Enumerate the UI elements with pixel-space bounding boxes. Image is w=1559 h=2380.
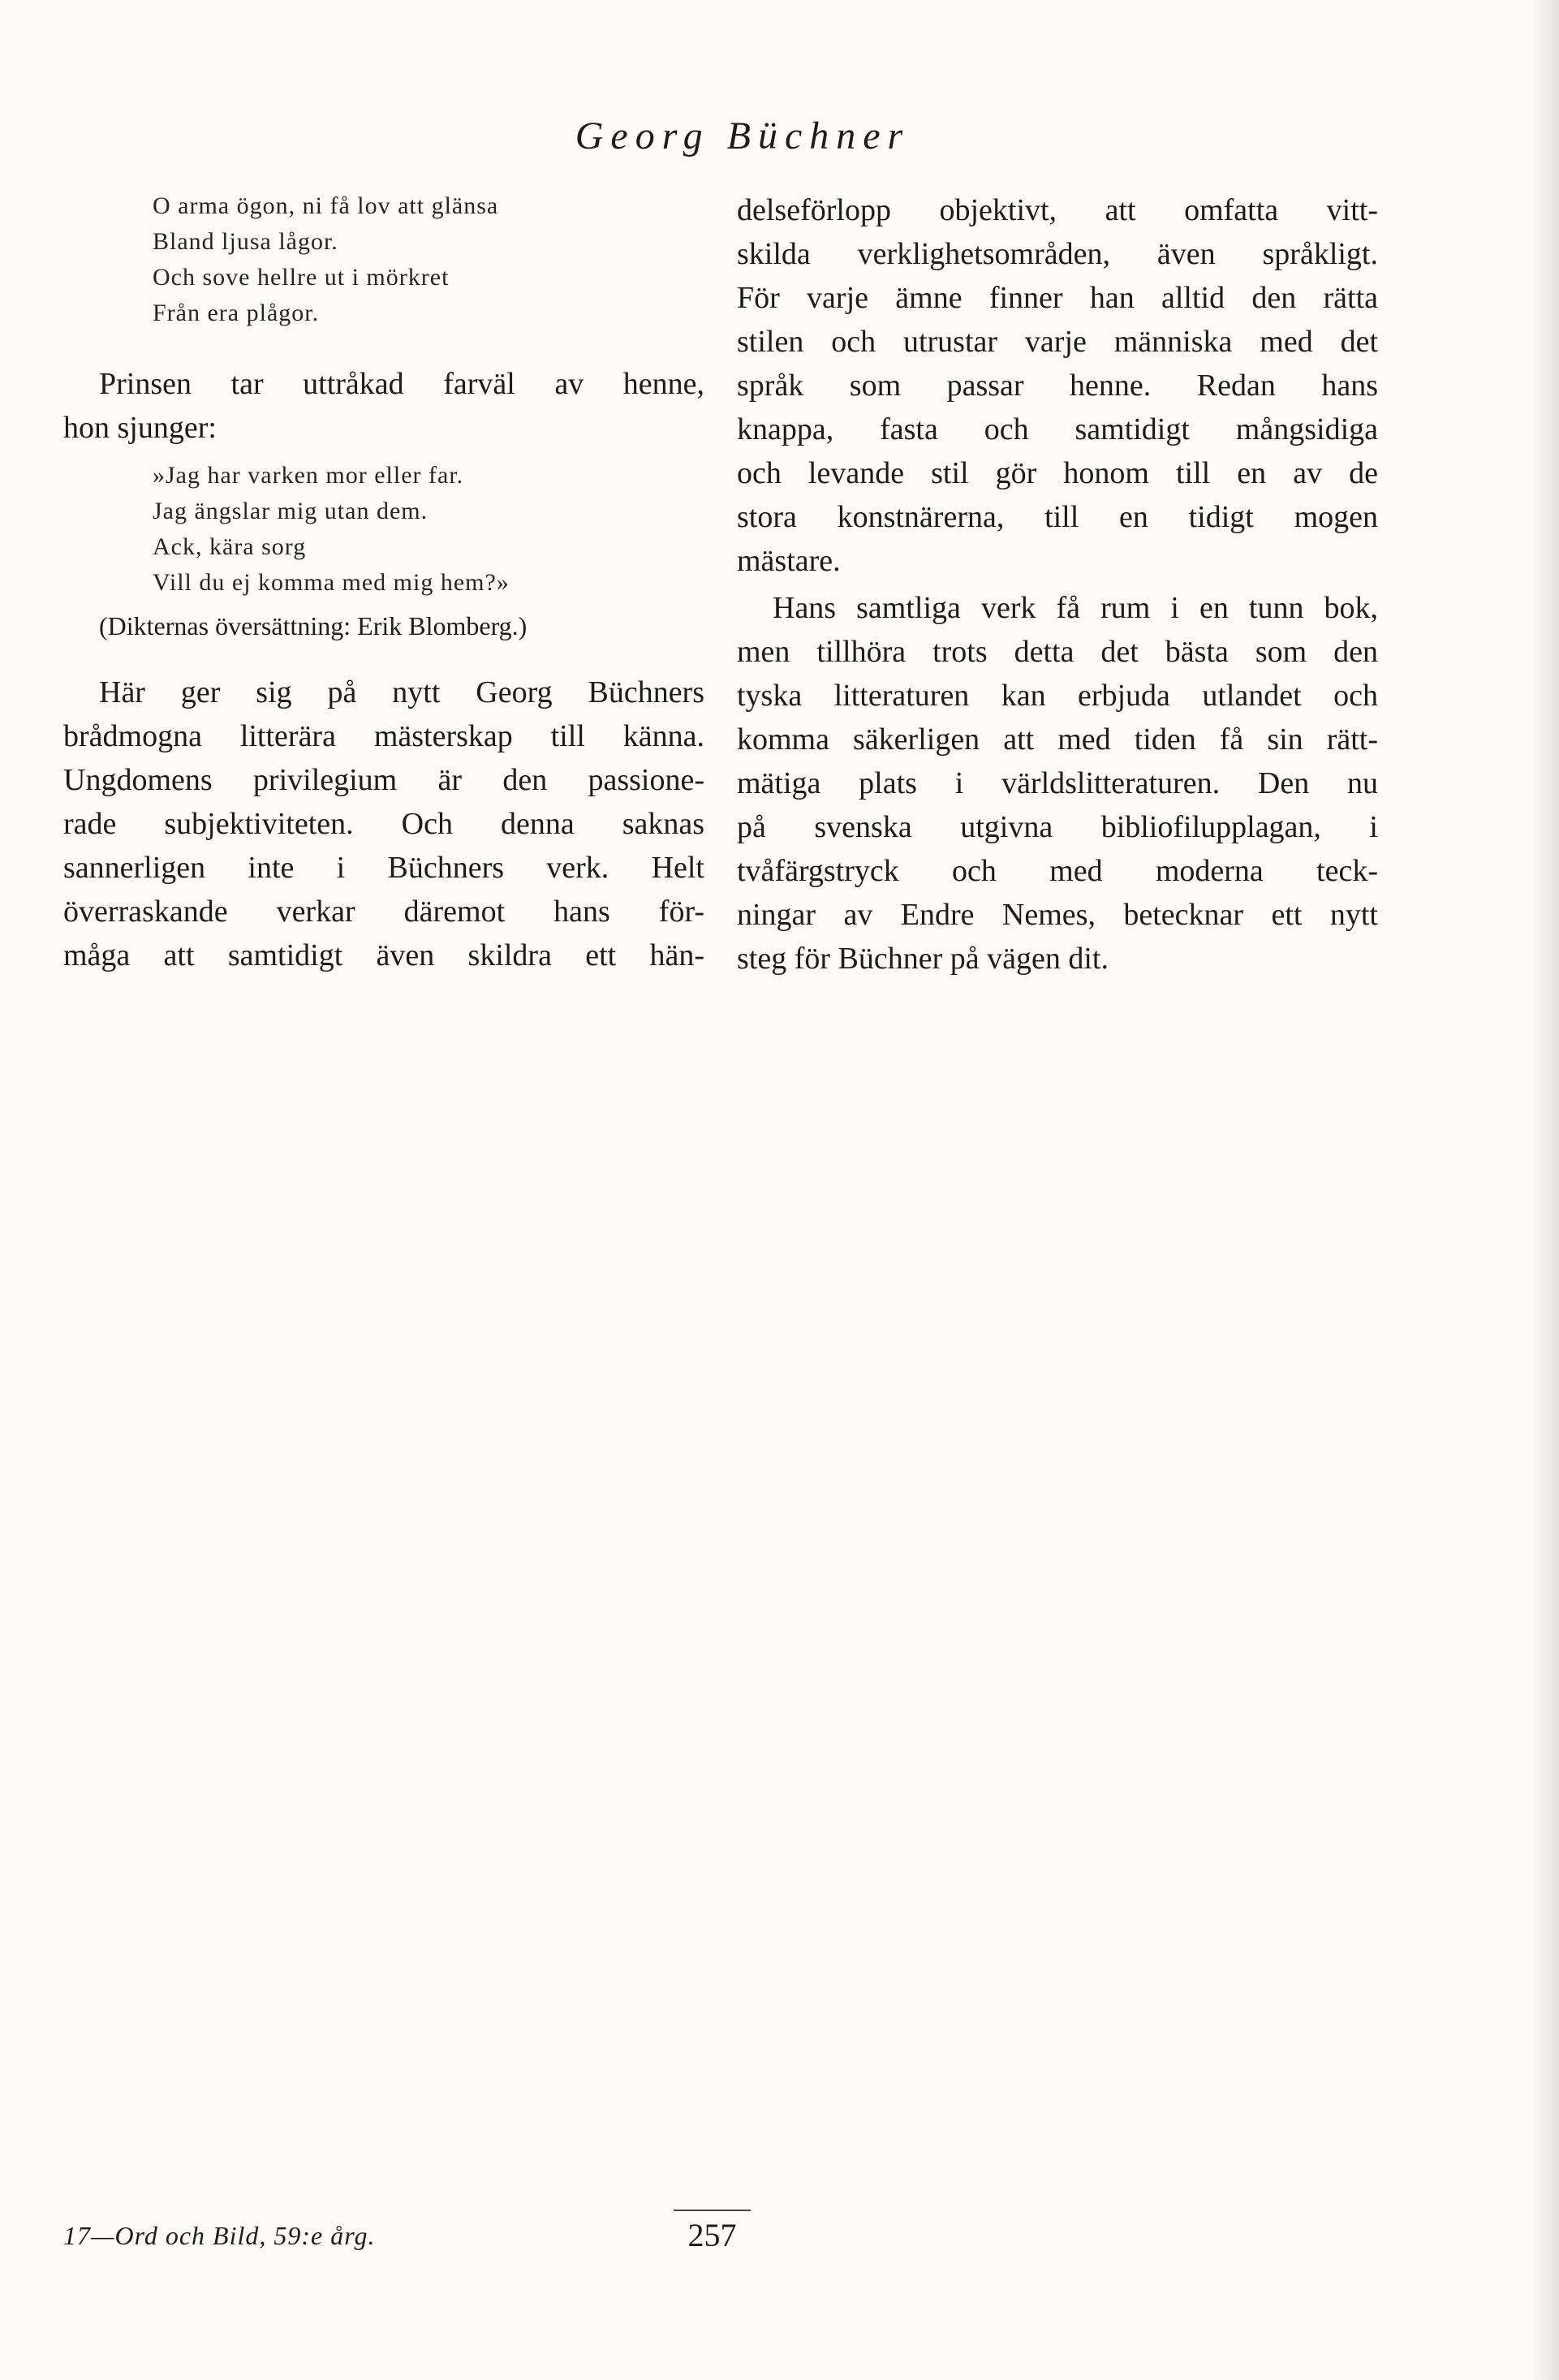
text-line: tyska litteraturen kan erbjuda utlandet och [737, 679, 1378, 713]
text-line: delseförlopp objektivt, att omfatta vitt- [737, 193, 1378, 227]
paragraph-samtliga-verk [737, 586, 1378, 981]
paragraph-händelseförlopp [737, 188, 1378, 583]
text-line: stilen och utrustar varje människa med det [737, 325, 1378, 359]
text-line: sannerligen inte i Büchners verk. Helt [63, 851, 704, 885]
text-line: språk som passar henne. Redan hans [737, 369, 1378, 403]
text-line: mästare. [737, 544, 841, 578]
translator-note: (Dikternas översättning: Erik Blomberg.) [99, 611, 528, 640]
text-line: komma säkerligen att med tiden få sin rätt- [737, 722, 1378, 757]
poem-line: O arma ögon, ni få lov att glänsa [153, 192, 499, 219]
text-line: rade subjektiviteten. Och denna saknas [63, 807, 704, 841]
text-line: på svenska utgivna bibliofilupplagan, i [737, 810, 1378, 844]
text-line: men tillhöra trots detta det bästa som den [737, 635, 1378, 669]
text-line: skilda verklighetsområden, även språkligt. [737, 237, 1378, 271]
text-line: knappa, fasta och samtidigt mångsidiga [737, 412, 1378, 446]
poem-line: Och sove hellre ut i mörkret [153, 264, 450, 291]
poem-stanza-1 [153, 188, 704, 331]
text-line: Här ger sig på nytt Georg Büchners [99, 675, 704, 709]
poem-stanza-2 [153, 458, 704, 601]
text-line: hon sjunger: [63, 411, 217, 445]
text-line: tvåfärgstryck och med moderna teck- [737, 854, 1378, 888]
text-line: Hans samtliga verk få rum i en tunn bok, [773, 591, 1378, 625]
poem-line: Bland ljusa lågor. [153, 228, 338, 255]
running-header: Georg Büchner [575, 114, 911, 157]
text-line: Ungdomens privilegium är den passione- [63, 763, 704, 797]
poem-line: »Jag har varken mor eller far. [153, 462, 464, 489]
poem-line: Vill du ej komma med mig hem?» [153, 569, 510, 596]
right-column [737, 188, 1378, 981]
poem-line: Från era plågor. [153, 300, 320, 326]
paragraph-mästerskap [63, 670, 704, 977]
left-column [63, 188, 704, 977]
text-line: ningar av Endre Nemes, betecknar ett nytt [737, 898, 1378, 932]
footer-signature: 17—Ord och Bild, 59:e årg. [63, 2221, 376, 2250]
text-line: steg för Büchner på vägen dit. [737, 942, 1109, 976]
text-line: För varje ämne finner han alltid den rätta [737, 281, 1378, 315]
text-line: brådmogna litterära mästerskap till känna. [63, 719, 704, 753]
page-number: 257 [674, 2210, 751, 2252]
poem-line: Jag ängslar mig utan dem. [153, 498, 429, 524]
text-line: stora konstnärerna, till en tidigt mogen [737, 500, 1378, 534]
text-line: Prinsen tar uttråkad farväl av henne, [99, 367, 704, 401]
page-edge-shadow [1531, 0, 1559, 2380]
text-line: mätiga plats i världslitteraturen. Den nu [737, 766, 1378, 800]
paragraph-prinsen [63, 362, 704, 450]
text-line: och levande stil gör honom till en av de [737, 456, 1378, 490]
text-line: överraskande verkar däremot hans för- [63, 895, 704, 929]
poem-line: Ack, kära sorg [153, 533, 307, 560]
text-line: måga att samtidigt även skildra ett hän- [63, 938, 704, 972]
